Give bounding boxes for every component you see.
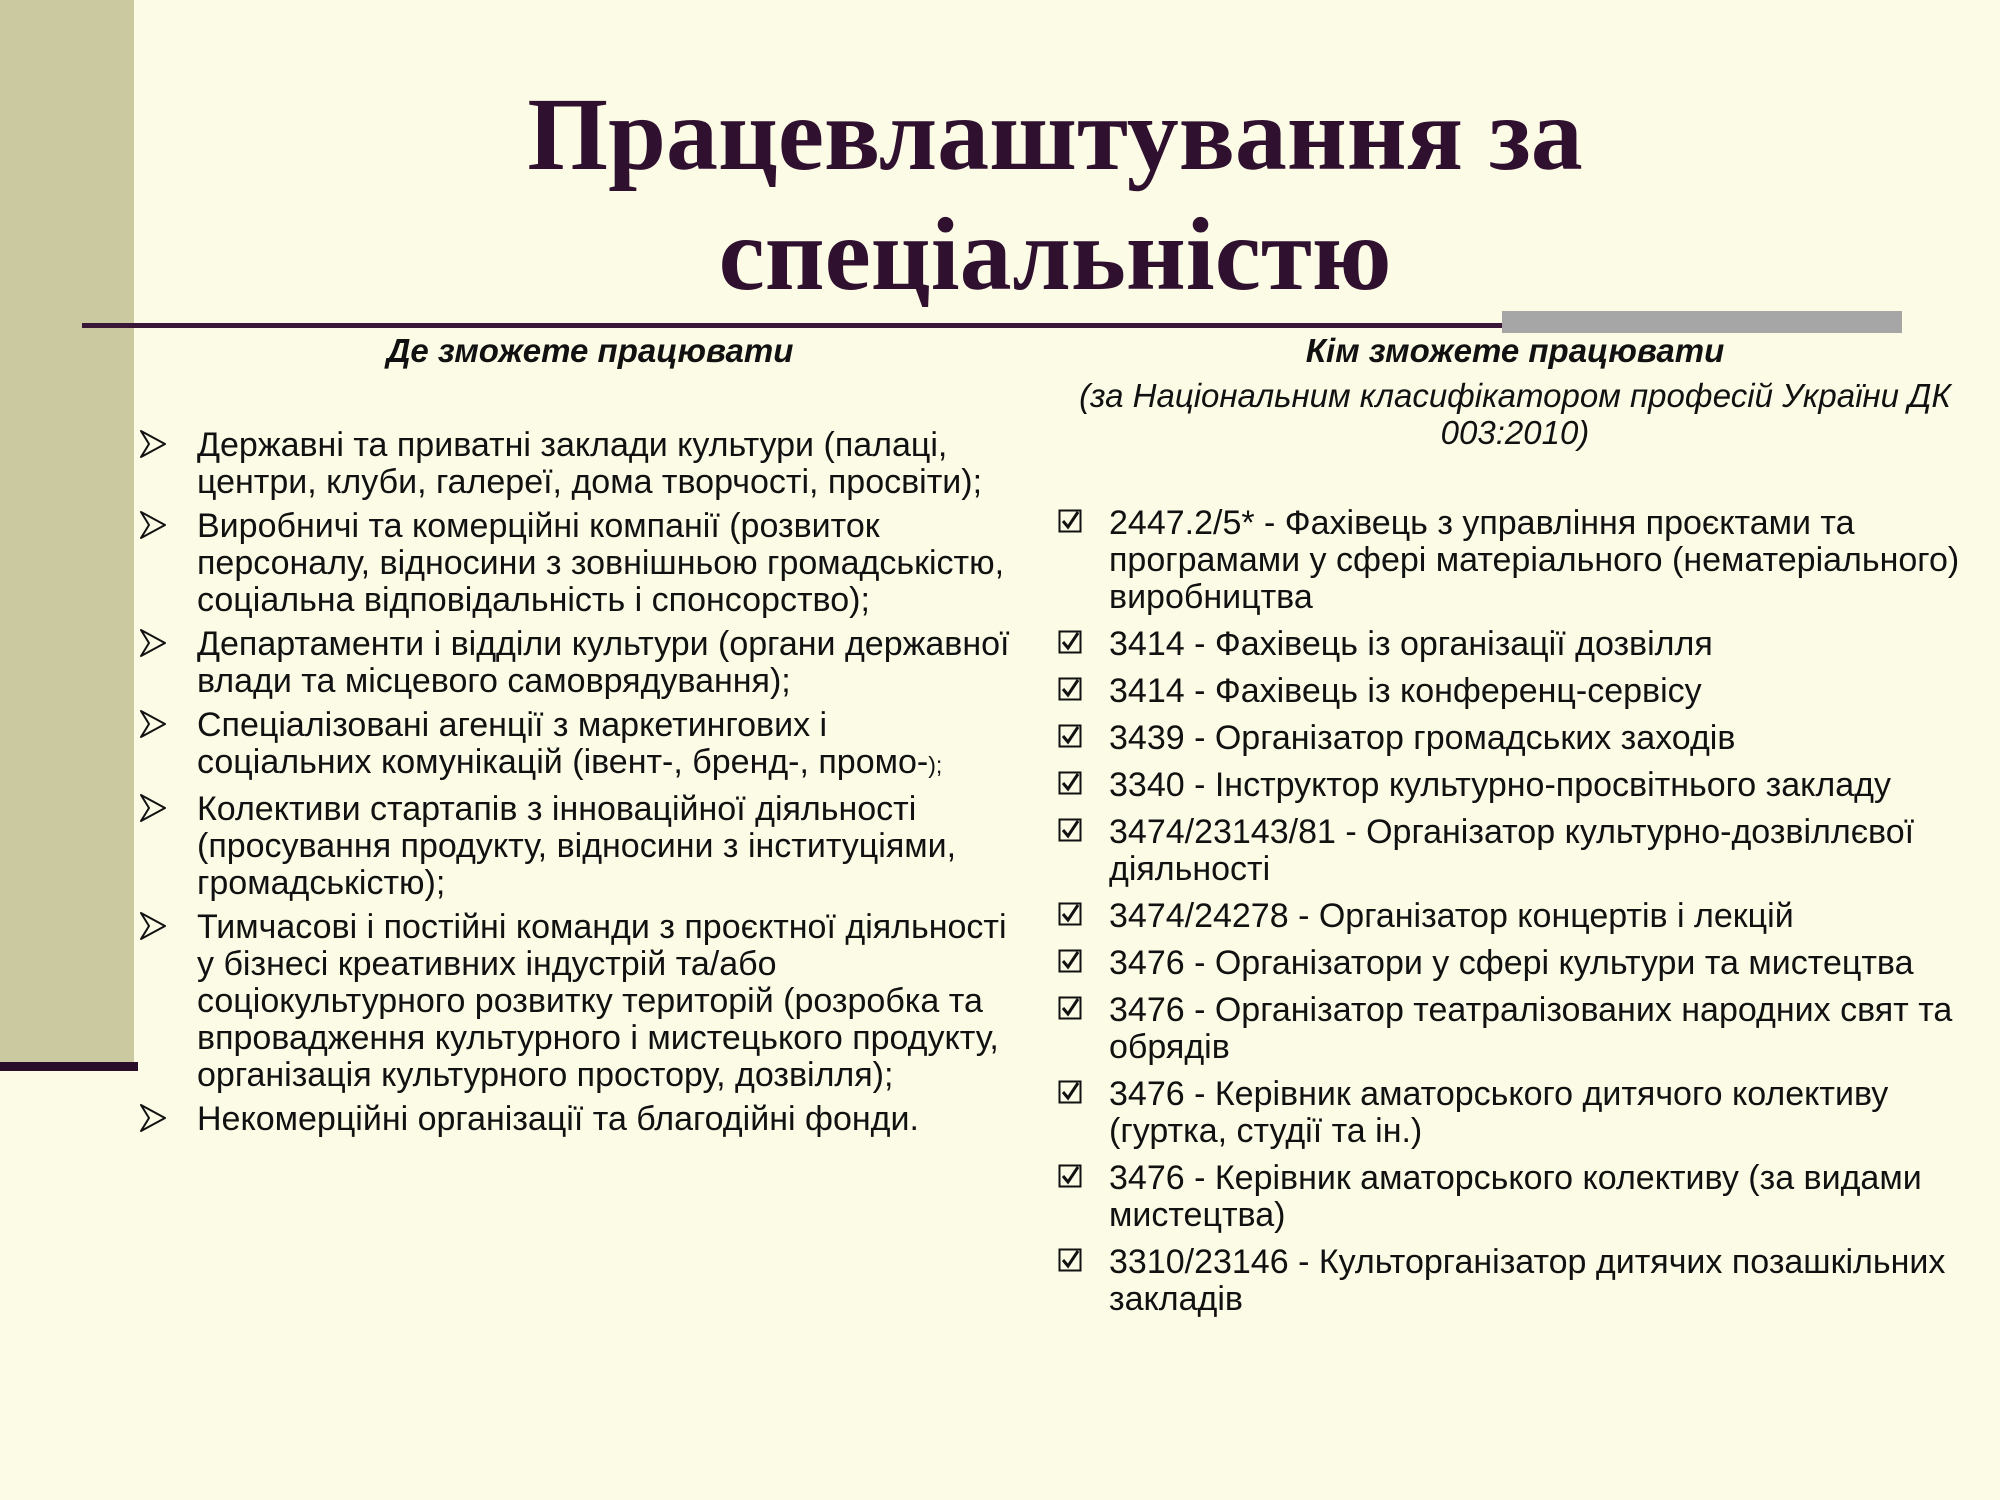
checkbox-checked-icon [1058, 1080, 1082, 1104]
professions-list [1055, 505, 1960, 1328]
checkbox-checked-icon [1058, 902, 1082, 926]
arrowhead-bullet-icon [140, 911, 166, 941]
checkbox-checked-icon [1058, 949, 1082, 973]
list-item [140, 707, 1010, 784]
classifier-note: (за Національним класифікатором професій України ДК 003:2010) [1079, 377, 1951, 451]
list-item-text: Спеціалізовані агенції з маркетингових і соціальних комунікацій (івент-, бренд-, промо- [197, 706, 929, 781]
slide-title-line-2: спеціальністю [718, 197, 1392, 312]
list-item [140, 508, 1010, 619]
list-item-text: Державні та приватні заклади культури (палаці, центри, клуби, галереї, дома творчості, просвіти); [197, 426, 983, 501]
list-item [1055, 505, 1960, 616]
list-item-text: 3474/24278 - Організатор концертів і лекцій [1109, 897, 1794, 935]
list-item-text: 3474/23143/81 - Організатор культурно-дозвіллєвої діяльності [1109, 813, 1915, 888]
list-item-text: 3476 - Керівник аматорського колективу (за видами мистецтва) [1109, 1159, 1922, 1234]
list-item [1055, 1076, 1960, 1150]
list-item-text: 3310/23146 - Культорганізатор дитячих позашкільних закладів [1109, 1243, 1946, 1318]
slide-title [300, 75, 1810, 315]
list-item [1055, 720, 1960, 757]
arrowhead-bullet-icon [140, 510, 166, 540]
list-item-text: 3476 - Організатори у сфері культури та мистецтва [1109, 944, 1914, 982]
list-item-suffix: ); [928, 752, 943, 778]
list-item-text: Некомерційні організації та благодійні фонди. [197, 1100, 919, 1138]
workplaces-list [140, 427, 1010, 1145]
list-item-text: Колективи стартапів з інноваційної діяльності (просування продукту, відносини з інституціями, громадськістю); [197, 790, 957, 902]
right-column-heading: Кім зможете працювати [1305, 332, 1725, 369]
list-item-text: 3414 - Фахівець із організації дозвілля [1109, 625, 1713, 663]
list-item [140, 791, 1010, 902]
checkbox-checked-icon [1058, 1164, 1082, 1188]
list-item [1055, 898, 1960, 935]
list-item-text: 3340 - Інструктор культурно-просвітнього закладу [1109, 766, 1891, 804]
decorative-sidebar [0, 0, 134, 1065]
list-item [1055, 673, 1960, 710]
arrowhead-bullet-icon [140, 628, 166, 658]
arrowhead-bullet-icon [140, 1103, 166, 1133]
checkbox-checked-icon [1058, 1248, 1082, 1272]
list-item [140, 427, 1010, 501]
list-item [1055, 945, 1960, 982]
list-item-text: 3414 - Фахівець із конференц-сервісу [1109, 672, 1702, 710]
arrowhead-bullet-icon [140, 793, 166, 823]
checkbox-checked-icon [1058, 771, 1082, 795]
list-item-text: Департаменти і відділи культури (органи державної влади та місцевого самоврядування); [197, 625, 1010, 700]
checkbox-checked-icon [1058, 996, 1082, 1020]
list-item [1055, 814, 1960, 888]
list-item-text: 3439 - Організатор громадських заходів [1109, 719, 1736, 757]
arrowhead-bullet-icon [140, 429, 166, 459]
checkbox-checked-icon [1058, 509, 1082, 533]
list-item [140, 626, 1010, 700]
checkbox-checked-icon [1058, 818, 1082, 842]
list-item [1055, 992, 1960, 1066]
list-item [1055, 1160, 1960, 1234]
list-item [140, 1101, 1010, 1138]
checkbox-checked-icon [1058, 677, 1082, 701]
slide-title-line-1: Працевлаштування за [527, 77, 1583, 192]
list-item-text: 2447.2/5* - Фахівець з управління проєктами та програмами у сфері матеріального (нематеріального) виробництва [1109, 504, 1960, 616]
list-item [1055, 1244, 1960, 1318]
left-column-heading: Де зможете працювати [386, 332, 794, 369]
checkbox-checked-icon [1058, 630, 1082, 654]
list-item [140, 909, 1010, 1094]
list-item-text: 3476 - Керівник аматорського дитячого колективу (гуртка, студії та ін.) [1109, 1075, 1889, 1150]
list-item-text: 3476 - Організатор театралізованих народних свят та обрядів [1109, 991, 1953, 1066]
decorative-sidebar-line [0, 1062, 138, 1071]
checkbox-checked-icon [1058, 724, 1082, 748]
list-item-text: Тимчасові і постійні команди з проєктної діяльності у бізнесі креативних індустрій та/або соціокультурного розвитку територій (розробка та впровадження культурного і мистецького продукту, організація культурного простору, дозвілля); [197, 908, 1007, 1094]
list-item [1055, 767, 1960, 804]
arrowhead-bullet-icon [140, 709, 166, 739]
list-item [1055, 626, 1960, 663]
list-item-text: Виробничі та комерційні компанії (розвиток персоналу, відносини з зовнішньою громадськістю, соціальна відповідальність і спонсорство); [197, 507, 1005, 619]
